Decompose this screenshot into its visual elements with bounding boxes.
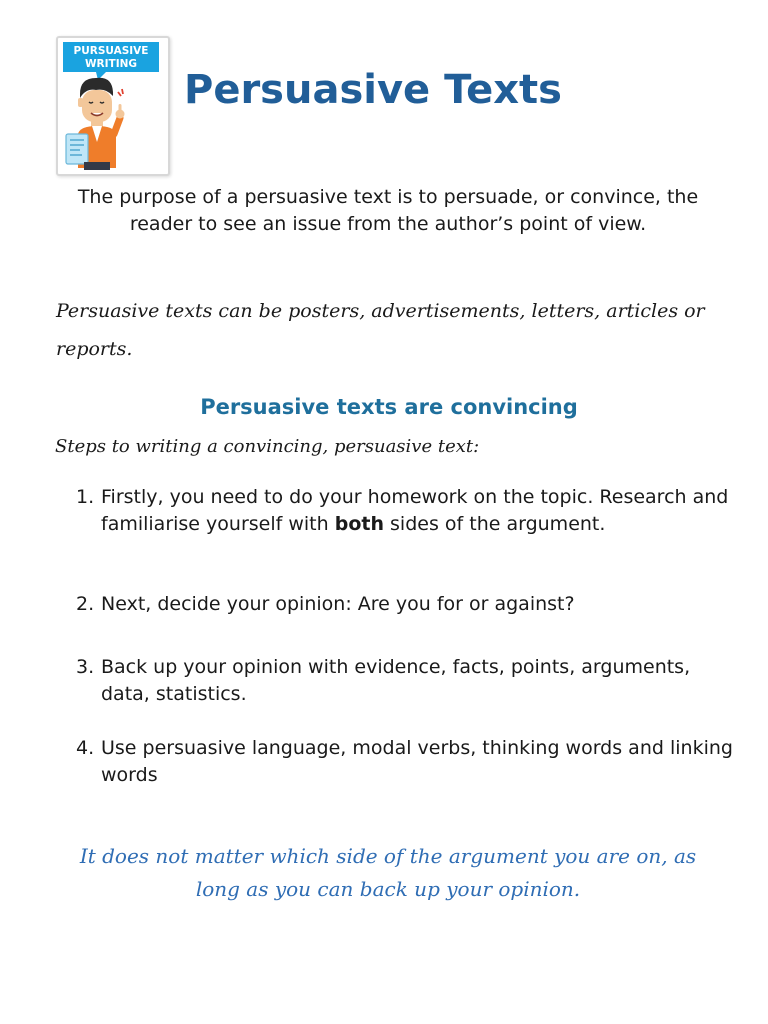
closing-statement: It does not matter which side of the argument you are on, as long as you can back up your opinion.: [79, 844, 697, 901]
step-item-4: [76, 735, 736, 789]
step-emphasis: both: [334, 513, 384, 535]
step-number: 1.: [76, 486, 95, 508]
step-text-part: Firstly, you need to do your homework on the topic. Research and familiarise yourself with: [101, 486, 729, 535]
page-title: Persuasive Texts: [184, 67, 562, 113]
intro-paragraph: The purpose of a persuasive text is to persuade, or convince, the reader to see an issue from the author’s point of view.: [77, 186, 699, 235]
logo-line-1: PURSUASIVE: [73, 45, 149, 57]
step-text: [101, 484, 736, 538]
step-item-2: [76, 591, 736, 618]
logo-line-2: WRITING: [84, 58, 138, 70]
step-text-part: sides of the argument.: [383, 513, 606, 535]
step-text: Use persuasive language, modal verbs, thinking words and linking words: [101, 737, 733, 786]
persuasive-writing-logo: [56, 36, 170, 176]
step-text: Back up your opinion with evidence, facts, points, arguments, data, statistics.: [101, 656, 691, 705]
step-number: 4.: [76, 737, 95, 759]
step-item-1: [76, 484, 736, 538]
steps-intro: Steps to writing a convincing, persuasive text:: [55, 436, 480, 457]
step-number: 2.: [76, 593, 95, 615]
step-number: 3.: [76, 656, 95, 678]
step-item-3: [76, 654, 736, 708]
cartoon-man-with-clipboard-icon: [58, 38, 164, 170]
step-text: Next, decide your opinion: Are you for or against?: [101, 593, 575, 615]
text-types-paragraph: Persuasive texts can be posters, advertisements, letters, articles or reports.: [56, 300, 705, 360]
section-heading: Persuasive texts are convincing: [200, 395, 578, 419]
